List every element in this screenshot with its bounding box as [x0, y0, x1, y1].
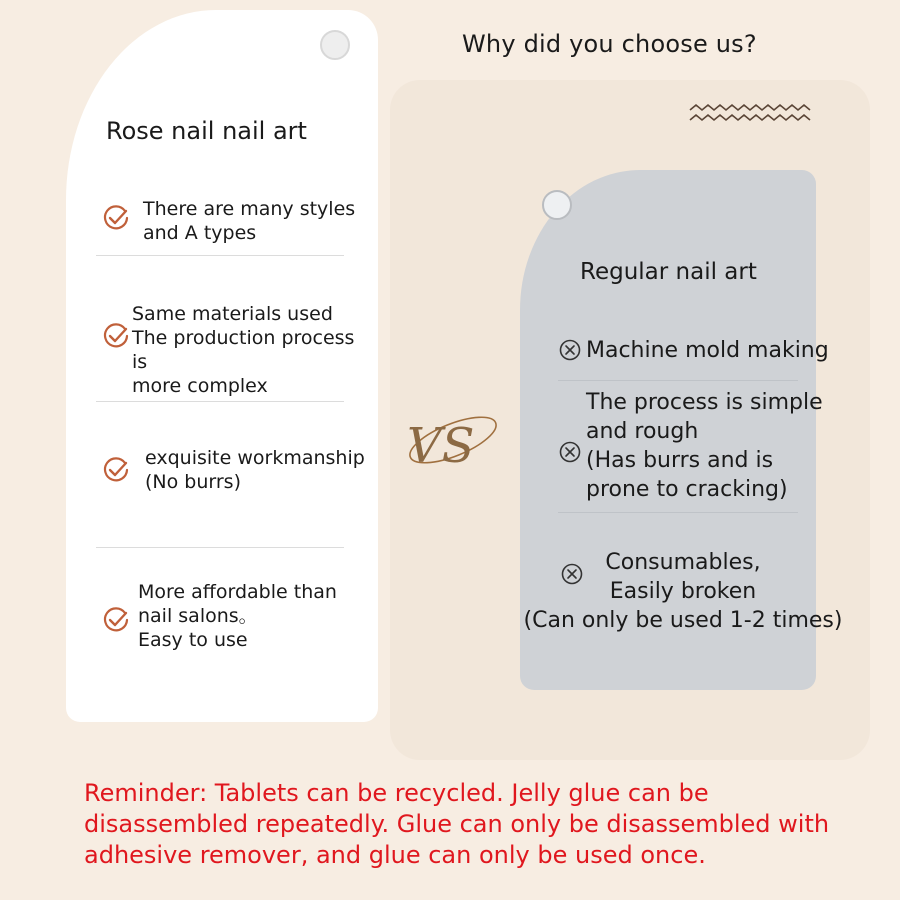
regular-drawback-text: The process is simple and rough (Has burrs and is prone to cracking) [586, 390, 823, 502]
divider [558, 380, 798, 381]
regular-drawback-text: Machine mold making [586, 338, 829, 363]
check-circle-icon [102, 606, 130, 634]
regular-nail-title: Regular nail art [580, 259, 757, 285]
rose-feature-text: Same materials used The production process is more complex [132, 303, 355, 397]
rose-nail-title: Rose nail nail art [106, 117, 307, 145]
divider [96, 255, 344, 256]
rose-feature-text: More affordable than nail salons。 Easy to use [138, 581, 337, 651]
card-hole [542, 190, 572, 220]
rose-feature-text: exquisite workmanship (No burrs) [145, 447, 365, 493]
rose-nail-card [66, 10, 378, 722]
rose-feature-text: There are many styles and A types [143, 198, 356, 244]
wave-decoration-icon [688, 102, 820, 128]
check-circle-icon [102, 322, 130, 350]
divider [96, 547, 344, 548]
regular-drawback-text: Consumables, Easily broken (Can only be used 1-2 times) [523, 550, 843, 633]
vs-badge [395, 400, 507, 480]
check-circle-icon [102, 456, 130, 484]
divider [96, 401, 344, 402]
page-title: Why did you choose us? [462, 30, 757, 58]
check-circle-icon [102, 204, 130, 232]
cross-circle-icon [558, 440, 582, 464]
divider [558, 512, 798, 513]
vs-label: VS [407, 418, 475, 474]
card-hole [320, 30, 350, 60]
cross-circle-icon [558, 338, 582, 362]
reminder-text: Reminder: Tablets can be recycled. Jelly glue can be disassembled repeatedly. Glue can only be disassembled with adhesive remover, and glue can only be used once. [84, 779, 830, 869]
